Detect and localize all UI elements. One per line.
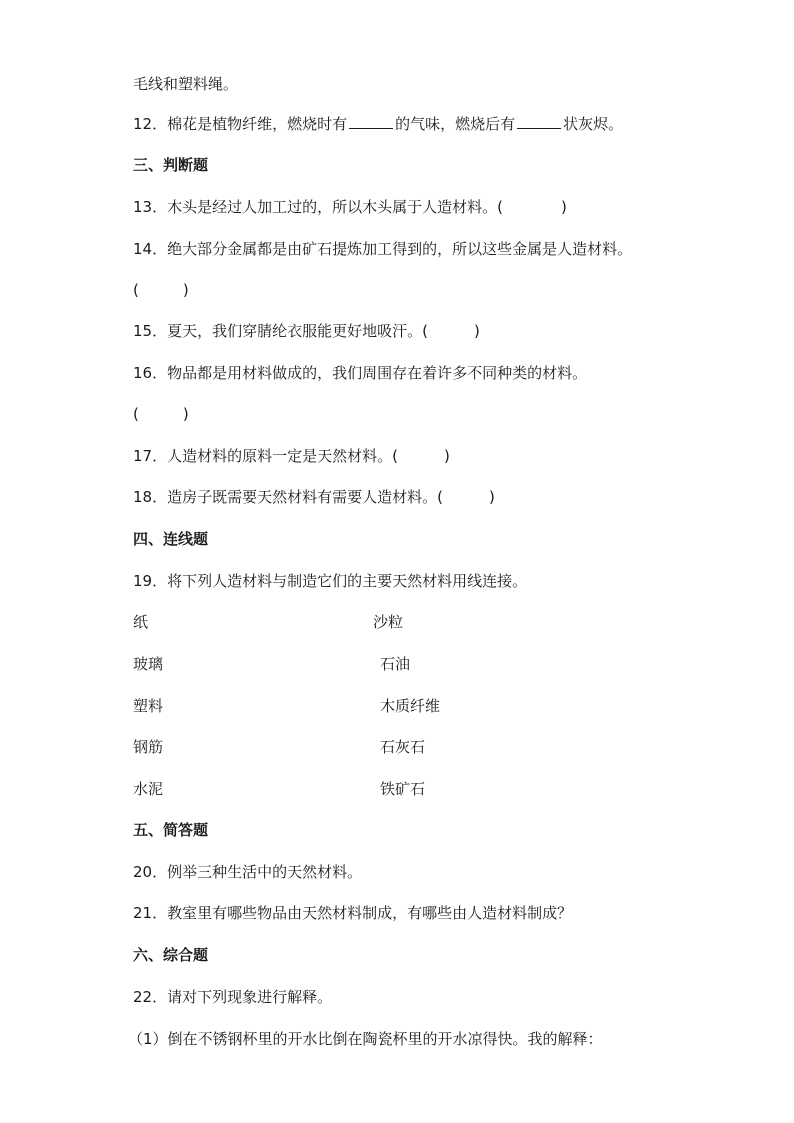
- match-right-item[interactable]: 铁矿石: [380, 780, 426, 798]
- section-heading-matching: 四、连线题: [133, 530, 209, 548]
- question-20: 20．例举三种生活中的天然材料。: [133, 863, 363, 881]
- q13-close-paren: ): [560, 198, 567, 216]
- q12-text-a: 12．棉花是植物纤维，燃烧时有: [133, 115, 348, 133]
- q12-text-b: 的气味，燃烧后有: [395, 115, 516, 133]
- q15-close-paren: ): [473, 322, 480, 340]
- answer-blank[interactable]: [349, 114, 393, 129]
- match-left-item[interactable]: 塑料: [133, 697, 164, 715]
- match-left-item[interactable]: 玻璃: [133, 655, 164, 673]
- question-13: [133, 197, 567, 217]
- question-22-part-1: （1）倒在不锈钢杯里的开水比倒在陶瓷杯里的开水凉得快。我的解释：: [128, 1030, 603, 1048]
- match-left-item[interactable]: 钢筋: [133, 738, 164, 756]
- q12-text-c: 状灰烬。: [563, 115, 624, 133]
- q14-close-paren: ): [182, 281, 189, 299]
- section-heading-true-false: 三、判断题: [133, 156, 209, 174]
- q13-text: 13．木头是经过人加工过的，所以木头属于人造材料。(: [133, 198, 503, 216]
- question-22: 22．请对下列现象进行解释。: [133, 988, 333, 1006]
- match-right-item[interactable]: 木质纤维: [380, 697, 441, 715]
- question-14-paren: [133, 280, 189, 300]
- question-16-paren: [133, 404, 189, 424]
- section-heading-comprehensive: 六、综合题: [133, 946, 209, 964]
- section-heading-short-answer: 五、简答题: [133, 821, 209, 839]
- question-16: 16．物品都是用材料做成的，我们周围存在着许多不同种类的材料。: [133, 364, 588, 382]
- match-left-item[interactable]: 水泥: [133, 780, 164, 798]
- q17-text: 17．人造材料的原料一定是天然材料。(: [133, 447, 398, 465]
- q17-close-paren: ): [443, 447, 450, 465]
- question-15: [133, 321, 480, 341]
- q14-open-paren: (: [133, 281, 139, 299]
- match-right-item[interactable]: 沙粒: [373, 613, 404, 631]
- question-14: 14．绝大部分金属都是由矿石提炼加工得到的，所以这些金属是人造材料。: [133, 240, 633, 258]
- match-left-item[interactable]: 纸: [133, 613, 149, 631]
- question-17: [133, 446, 450, 466]
- question-19: 19．将下列人造材料与制造它们的主要天然材料用线连接。: [133, 572, 528, 590]
- q16-close-paren: ): [182, 405, 189, 423]
- line-continuation: 毛线和塑料绳。: [133, 75, 239, 93]
- question-12: [133, 114, 623, 134]
- q18-close-paren: ): [488, 488, 495, 506]
- q18-text: 18．造房子既需要天然材料有需要人造材料。(: [133, 488, 443, 506]
- match-right-item[interactable]: 石灰石: [380, 738, 426, 756]
- question-21: 21．教室里有哪些物品由天然材料制成，有哪些由人造材料制成？: [133, 904, 573, 922]
- match-right-item[interactable]: 石油: [380, 655, 411, 673]
- q15-text: 15．夏天，我们穿腈纶衣服能更好地吸汗。(: [133, 322, 428, 340]
- q16-open-paren: (: [133, 405, 139, 423]
- answer-blank[interactable]: [517, 114, 561, 129]
- question-18: [133, 487, 495, 507]
